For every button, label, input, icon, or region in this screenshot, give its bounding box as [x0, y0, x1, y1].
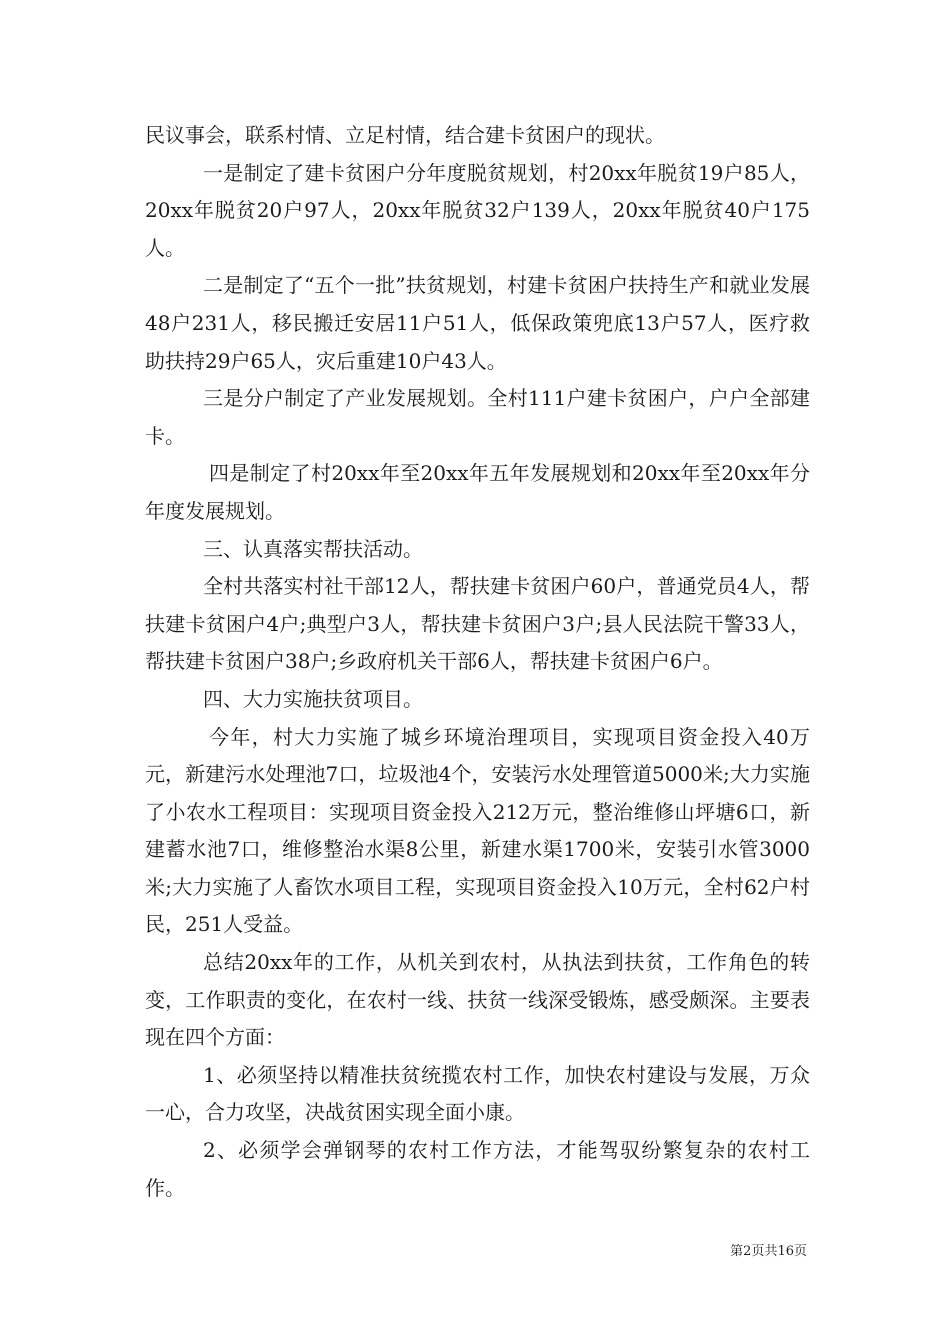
section-heading-assistance: 三、认真落实帮扶活动。: [203, 536, 423, 561]
paragraph-plan-yearly: 一是制定了建卡贫困户分年度脱贫规划，村20xx年脱贫19户85人，20xx年脱贫20户97人，20xx年脱贫32户139人，20xx年脱贫40户175人。: [145, 160, 810, 260]
paragraph-plan-industry: 三是分户制定了产业发展规划。全村111户建卡贫困户，户户全部建卡。: [145, 386, 810, 448]
paragraph-plan-five-year: 四是制定了村20xx年至20xx年五年发展规划和20xx年至20xx年分年度发展规划。: [145, 461, 810, 523]
section-heading-projects: 四、大力实施扶贫项目。: [203, 686, 423, 711]
paragraph-continuation: 民议事会，联系村情、立足村情，结合建卡贫困户的现状。: [145, 123, 665, 147]
paragraph-projects-details: 今年，村大力实施了城乡环境治理项目，实现项目资金投入40万元，新建污水处理池7口，垃圾池4个，安装污水处理管道5000米;大力实施了小农水工程项目：实现项目资金投入212万元，整治维修山坪塘6口，新建蓄水池7口，维修整治水渠8公里，新建水渠1700米，安装引水管3000米;大力实施了人畜饮水项目工程，实现项目资金投入10万元，全村62户村民，251人受益。: [145, 724, 810, 937]
page-number-footer: 第2页共16页: [730, 1244, 807, 1259]
paragraph-point-2: 2、必须学会弹钢琴的农村工作方法，才能驾驭纷繁复杂的农村工作。: [145, 1138, 810, 1200]
paragraph-plan-five-batches: 二是制定了“五个一批”扶贫规划，村建卡贫困户扶持生产和就业发展48户231人，移民搬迁安居11户51人，低保政策兜底13户57人，医疗救助扶持29户65人，灾后重建10户43人。: [145, 273, 810, 373]
paragraph-summary: 总结20xx年的工作，从机关到农村，从执法到扶贫，工作角色的转变，工作职责的变化，在农村一线、扶贫一线深受锻炼，感受颇深。主要表现在四个方面：: [145, 950, 810, 1050]
document-body: [145, 117, 810, 1207]
paragraph-assistance-details: 全村共落实村社干部12人，帮扶建卡贫困户60户，普通党员4人，帮扶建卡贫困户4户;典型户3人，帮扶建卡贫困户3户;县人民法院干警33人，帮扶建卡贫困户38户;乡政府机关干部6人，帮扶建卡贫困户6户。: [145, 574, 810, 674]
paragraph-point-1: 1、必须坚持以精准扶贫统揽农村工作，加快农村建设与发展，万众一心，合力攻坚，决战贫困实现全面小康。: [145, 1062, 810, 1125]
